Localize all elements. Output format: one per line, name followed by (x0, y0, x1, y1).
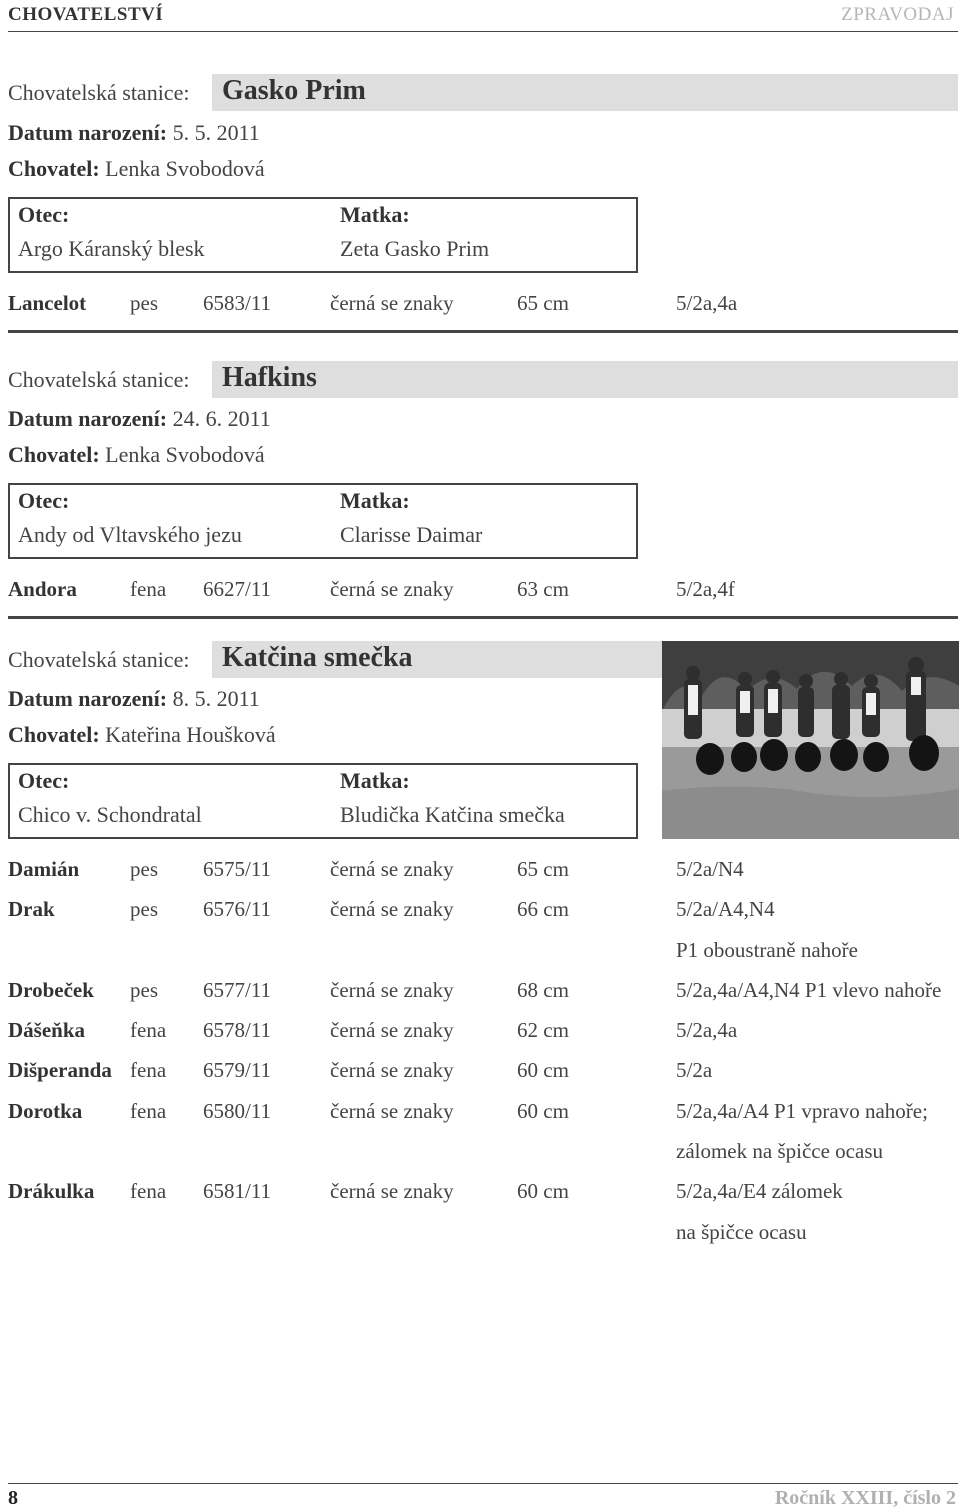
birth-date: Datum narození: 8. 5. 2011 (8, 686, 260, 711)
puppy-sex: fena (130, 1099, 167, 1123)
puppy-color: černá se znaky (330, 897, 454, 921)
mother-label: Matka: (340, 768, 410, 793)
litter-divider (8, 330, 958, 333)
puppy-sex: pes (130, 857, 158, 881)
father-label: Otec: (18, 768, 70, 793)
litter-divider (8, 616, 958, 619)
puppy-height: 60 cm (517, 1058, 569, 1082)
father-label: Otec: (18, 202, 70, 227)
section-title: CHOVATELSTVÍ (8, 4, 164, 25)
father-name: Argo Káranský blesk (18, 236, 205, 261)
puppy-color: černá se znaky (330, 1058, 454, 1082)
puppy-health-note: zálomek na špičce ocasu (676, 1139, 883, 1163)
station-label: Chovatelská stanice: (8, 367, 190, 392)
puppy-color: černá se znaky (330, 978, 454, 1002)
puppy-health-note: P1 oboustraně nahoře (676, 938, 858, 962)
issue-label: Ročník XXIII, číslo 2 (774, 1487, 956, 1509)
puppy-height: 62 cm (517, 1018, 569, 1042)
page-number: 8 (8, 1487, 18, 1509)
puppy-number: 6578/11 (203, 1018, 272, 1042)
puppy-sex: pes (130, 978, 158, 1002)
puppy-sex: fena (130, 1058, 167, 1082)
mother-name: Clarisse Daimar (340, 522, 483, 547)
father-name: Chico v. Schondratal (18, 802, 202, 827)
mother-label: Matka: (340, 488, 410, 513)
puppy-health: 5/2a,4a/A4 P1 vpravo nahoře; (676, 1099, 928, 1123)
mother-label: Matka: (340, 202, 410, 227)
puppy-name: Dorotka (8, 1099, 83, 1123)
station-label: Chovatelská stanice: (8, 80, 190, 105)
puppy-health: 5/2a/A4,N4 (676, 897, 775, 921)
group-photo (662, 641, 959, 839)
publication-title: ZPRAVODAJ (841, 4, 954, 25)
station-band (212, 361, 958, 398)
puppy-color: černá se znaky (330, 1018, 454, 1042)
birth-date: Datum narození: 5. 5. 2011 (8, 120, 260, 145)
puppy-name: Drobeček (8, 978, 94, 1002)
puppy-name: Damián (8, 857, 80, 881)
mother-name: Bludička Katčina smečka (340, 802, 565, 827)
puppy-name: Drákulka (8, 1179, 95, 1203)
puppy-health: 5/2a (676, 1058, 713, 1082)
puppy-number: 6580/11 (203, 1099, 272, 1123)
puppy-height: 60 cm (517, 1099, 569, 1123)
father-name: Andy od Vltavského jezu (18, 522, 242, 547)
birth-date: Datum narození: 24. 6. 2011 (8, 406, 271, 431)
puppy-number: 6576/11 (203, 897, 272, 921)
station-label: Chovatelská stanice: (8, 647, 190, 672)
puppy-name: Dášeňka (8, 1018, 86, 1042)
puppy-height: 66 cm (517, 897, 569, 921)
group-photo-image (662, 641, 959, 839)
puppy-number: 6579/11 (203, 1058, 272, 1082)
station-name: Katčina smečka (222, 642, 413, 673)
puppy-color: černá se znaky (330, 1099, 454, 1123)
footer-rule (8, 1483, 958, 1484)
puppy-number: 6575/11 (203, 857, 272, 881)
puppy-color: černá se znaky (330, 1179, 454, 1203)
puppy-health: 5/2a/N4 (676, 857, 744, 881)
breeder: Chovatel: Lenka Svobodová (8, 442, 265, 467)
puppy-sex: fena (130, 1018, 167, 1042)
puppy-name: Dišperanda (8, 1058, 112, 1082)
father-label: Otec: (18, 488, 70, 513)
puppy-name: Drak (8, 897, 55, 921)
puppy-sex: fena (130, 1179, 167, 1203)
mother-name: Zeta Gasko Prim (340, 236, 490, 261)
puppy-height: 68 cm (517, 978, 569, 1002)
puppy-number: 6581/11 (203, 1179, 272, 1203)
puppy-height: 60 cm (517, 1179, 569, 1203)
breeder: Chovatel: Kateřina Houšková (8, 722, 276, 747)
puppy-health: 5/2a,4a/E4 zálomek (676, 1179, 843, 1203)
header-rule (8, 31, 958, 32)
puppy-number: 6577/11 (203, 978, 272, 1002)
puppy-health: 5/2a,4a/A4,N4 P1 vlevo nahoře (676, 978, 942, 1002)
puppy-height: 65 cm (517, 857, 569, 881)
puppy-color: černá se znaky (330, 857, 454, 881)
breeder: Chovatel: Lenka Svobodová (8, 156, 265, 181)
puppy-health: 5/2a,4a (676, 1018, 738, 1042)
puppy-health-note: na špičce ocasu (676, 1220, 807, 1244)
station-name: Hafkins (222, 362, 317, 393)
puppy-sex: pes (130, 897, 158, 921)
station-name: Gasko Prim (222, 75, 366, 106)
